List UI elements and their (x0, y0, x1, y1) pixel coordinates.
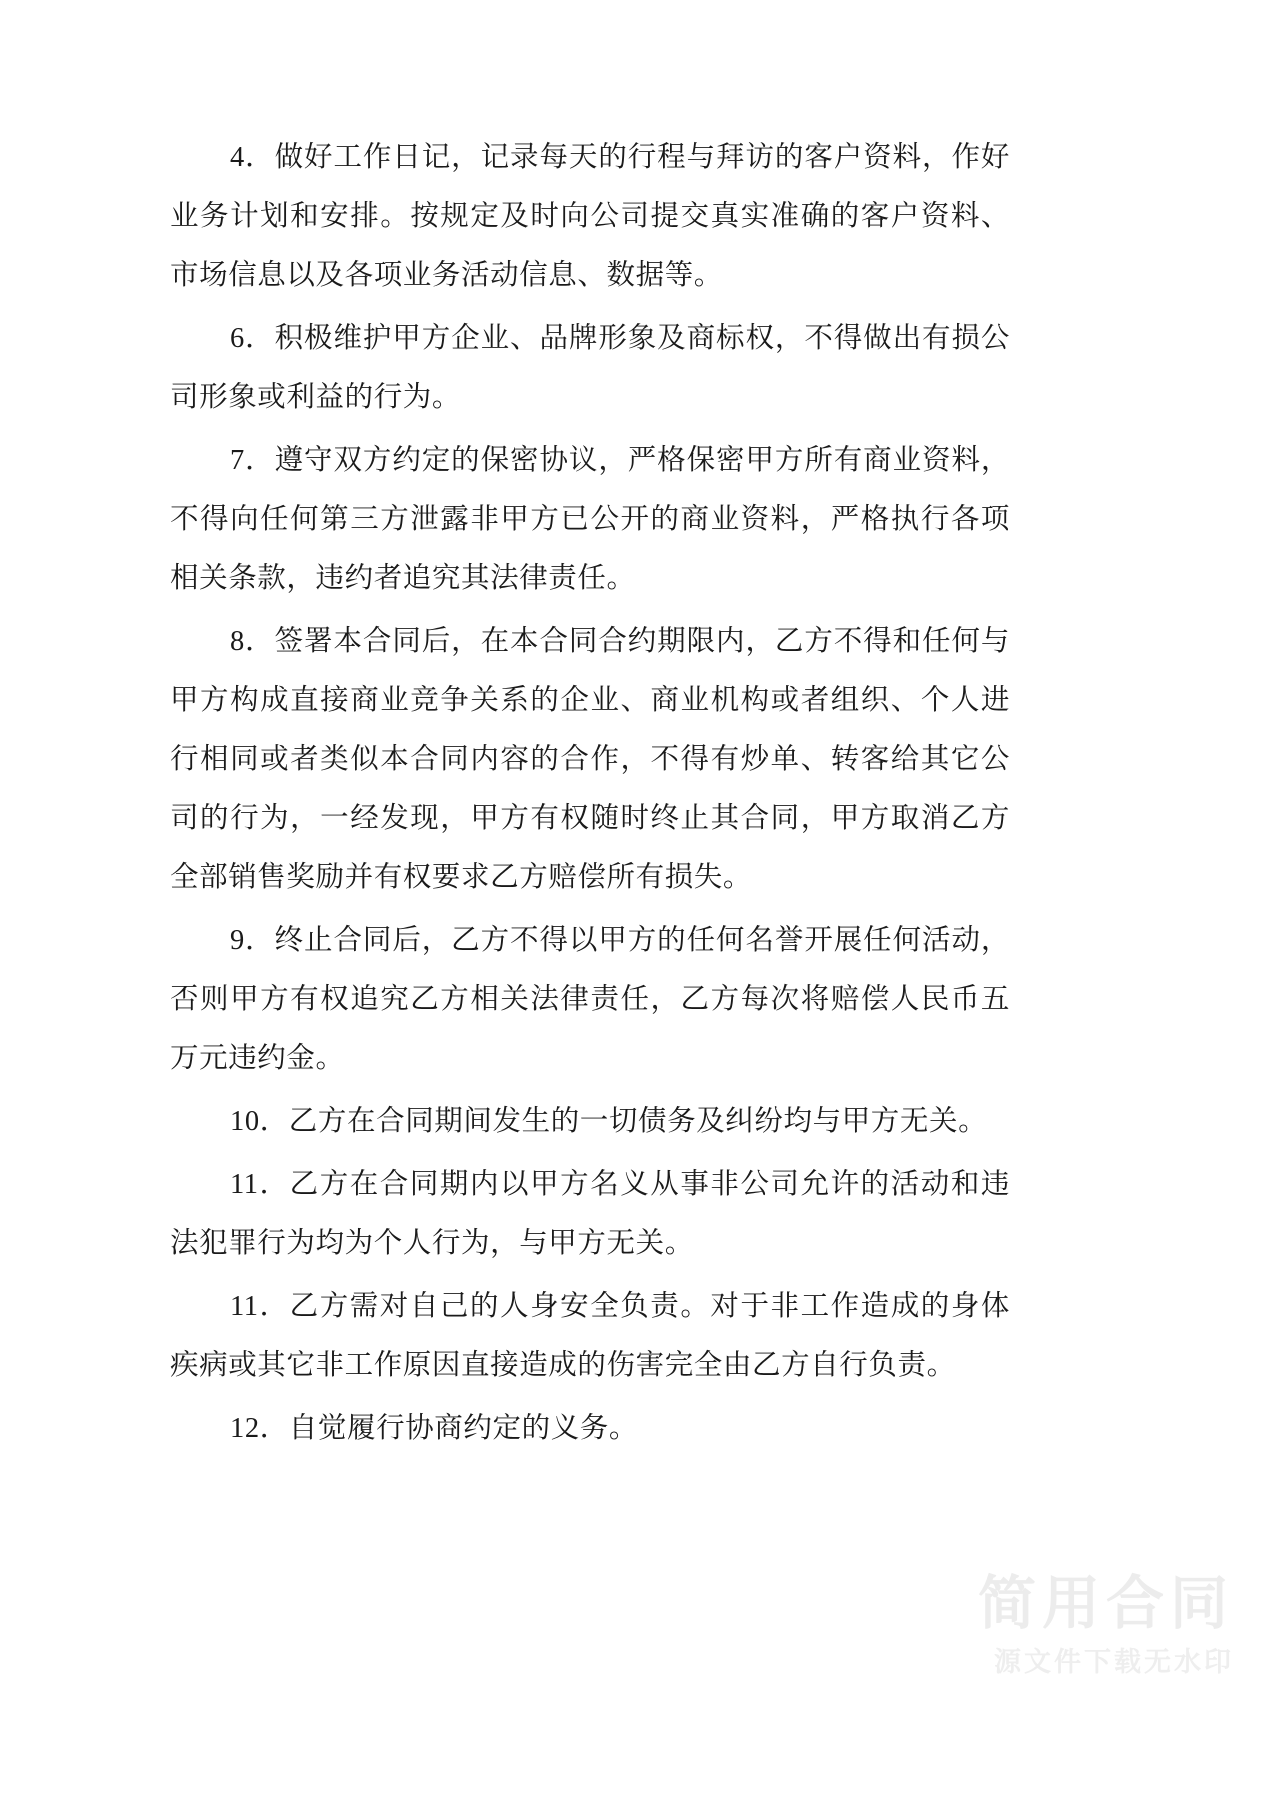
contract-clause-11a: 11．乙方在合同期内以甲方名义从事非公司允许的活动和违法犯罪行为均为个人行为，与甲方无关。 (170, 1169, 1010, 1259)
contract-clause-7: 7．遵守双方约定的保密协议，严格保密甲方所有商业资料，不得向任何第三方泄露非甲方已公开的商业资料，严格执行各项相关条款，违约者追究其法律责任。 (170, 445, 1010, 594)
contract-clause-10: 10．乙方在合同期间发生的一切债务及纠纷均与甲方无关。 (230, 1106, 988, 1137)
watermark-brand: 简用合同 (977, 1569, 1234, 1638)
contract-clause-11b: 11．乙方需对自己的人身安全负责。对于非工作造成的身体疾病或其它非工作原因直接造成的伤害完全由乙方自行负责。 (170, 1291, 1010, 1381)
contract-clause-6: 6．积极维护甲方企业、品牌形象及商标权，不得做出有损公司形象或利益的行为。 (170, 323, 1010, 413)
contract-clause-9: 9．终止合同后，乙方不得以甲方的任何名誉开展任何活动，否则甲方有权追究乙方相关法律责任，乙方每次将赔偿人民币五万元违约金。 (170, 925, 1010, 1074)
watermark (977, 1569, 1234, 1682)
watermark-tagline: 源文件下载无水印 (994, 1647, 1234, 1679)
contract-clause-8: 8．签署本合同后，在本合同合约期限内，乙方不得和任何与甲方构成直接商业竞争关系的企业、商业机构或者组织、个人进行相同或者类似本合同内容的合作，不得有炒单、转客给其它公司的行为，一经发现，甲方有权随时终止其合同，甲方取消乙方全部销售奖励并有权要求乙方赔偿所有损失。 (170, 626, 1010, 893)
contract-clause-12: 12．自觉履行协商约定的义务。 (230, 1413, 639, 1444)
document-body (170, 128, 1010, 1462)
contract-clause-4: 4．做好工作日记，记录每天的行程与拜访的客户资料，作好业务计划和安排。按规定及时向公司提交真实准确的客户资料、市场信息以及各项业务活动信息、数据等。 (170, 142, 1010, 291)
